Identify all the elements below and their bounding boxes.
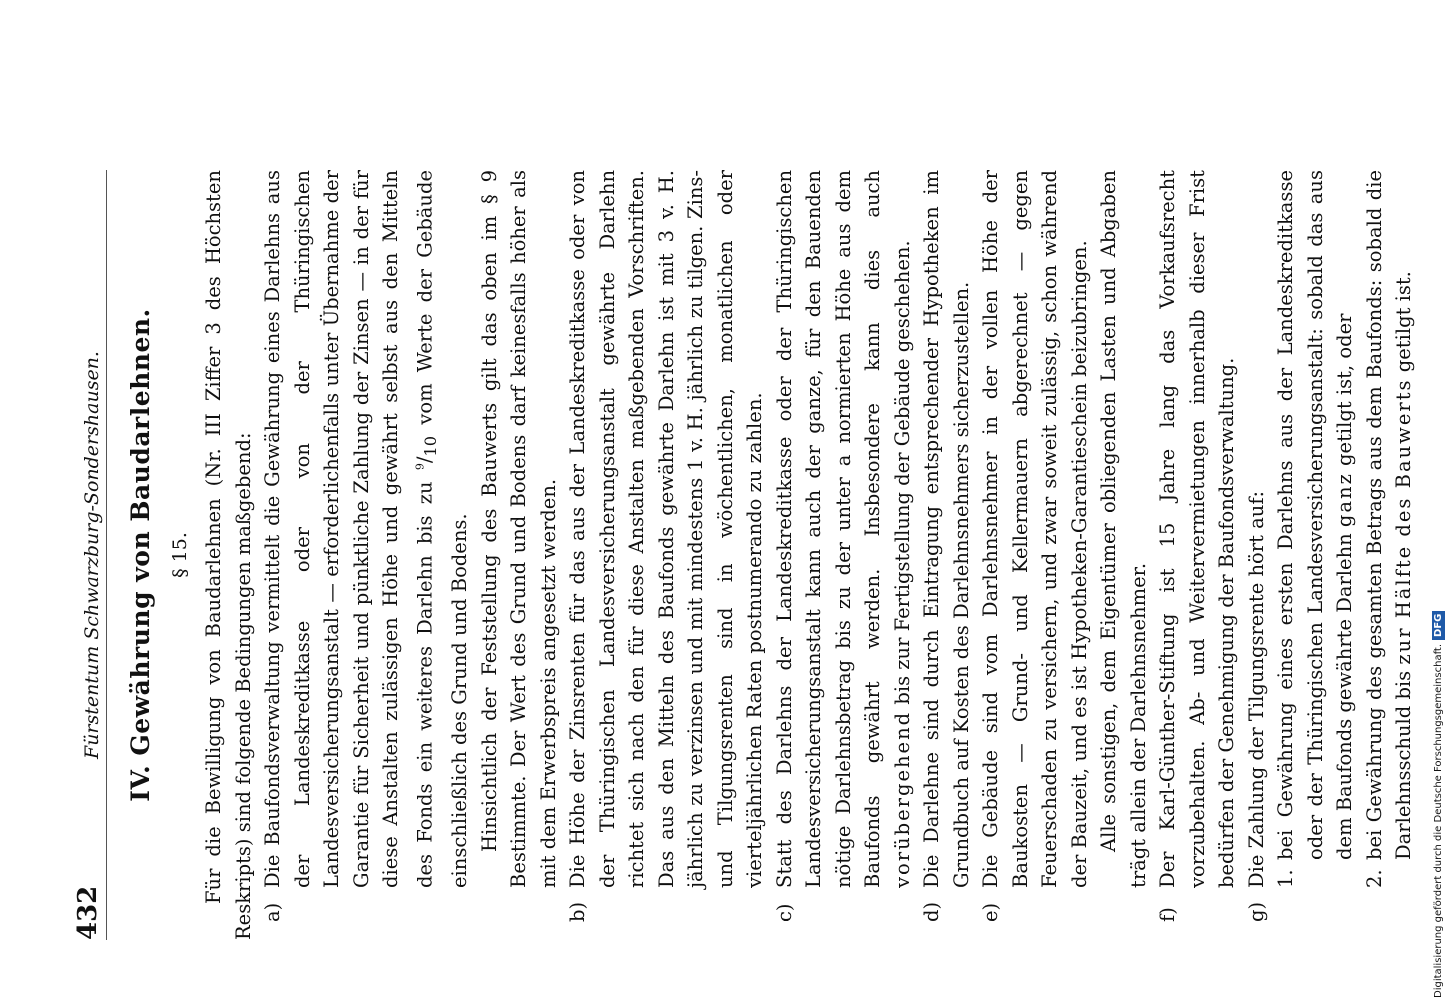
- sub-item-label: 2.: [1362, 869, 1386, 888]
- sub-item-1: [1271, 170, 1360, 940]
- dfg-logo: DFG: [1432, 611, 1445, 640]
- item-label: d): [920, 901, 944, 922]
- sub-item-label: 1.: [1274, 869, 1298, 888]
- item-label: a): [261, 902, 284, 922]
- list-item-g: [1242, 170, 1272, 940]
- digitization-credit: [1432, 611, 1445, 998]
- item-text: bis zur Fertigstellung der Gebäude geschehen.: [890, 240, 914, 705]
- emphasis-text: zur Hälfte des Bauwerts: [1392, 378, 1416, 665]
- document-body: [126, 170, 1419, 940]
- intro-paragraph: Für die Bewilligung von Baudarlehnen (Nr. III Ziffer 3 des Höchsten Reskripts) sind folgende Bedingungen maßgebend:: [202, 170, 255, 940]
- sub-item-text: bei Gewährung eines ersten Darlehns aus der Landeskreditkasse oder der Thüringischen Landesversicherungsanstalt: sobald das aus dem Baufonds gewährte Darlehn: [1274, 170, 1357, 860]
- running-header: [70, 170, 107, 940]
- item-label: f): [1156, 907, 1180, 922]
- emphasis-text: vorübergehend: [890, 710, 914, 888]
- list-item-b: [563, 170, 770, 940]
- fraction: $^9/_{10}$: [413, 435, 440, 471]
- item-label: e): [979, 902, 1003, 922]
- item-text: Die Gebäude sind vom Darlehnsnehmer in der vollen Höhe der Baukosten — Grund- und Kellermauern abgerechnet — gegen Feuerschaden zu versichern, und zwar soweit zulässig, schon während der Bauzeit, und es ist Hypotheken-Garantieschein beizubringen.: [979, 170, 1091, 888]
- sub-item-2: [1360, 170, 1419, 940]
- list-item-d: [917, 170, 976, 940]
- page-number: 432: [73, 885, 103, 940]
- sub-item-text: getilgt ist.: [1392, 271, 1416, 373]
- credit-text: Digitalisierung gefördert durch die Deutsche Forschungsgemeinschaft.: [1433, 643, 1444, 998]
- list-item-c: [770, 170, 918, 940]
- running-title: Fürstentum Schwarzburg-Sondershausen.: [81, 351, 103, 759]
- item-continuation: Hinsichtlich der Feststellung des Bauwerts gilt das oben im § 9 Bestimmte. Der Wert des Grund und Bodens darf keinesfalls höher als mit dem Erwerbspreis angesetzt werden.: [477, 170, 560, 888]
- list-item-e: [976, 170, 1094, 940]
- item-label: c): [772, 903, 796, 922]
- item-text: Die Zahlung der Tilgungsrente hört auf:: [1244, 490, 1268, 888]
- item-text: Statt des Darlehns der Landeskreditkasse oder der Thüringischen Landesversicherungsanstalt kann auch der ganze, für den Bauenden nötige Darlehnsbetrag bis zu der unter a normierten Höhe aus dem Baufonds gewährt werden. Insbesondere kann dies auch: [772, 170, 885, 888]
- emphasis-text: ganz: [1333, 472, 1357, 528]
- section-title: IV. Gewährung von Baudarlehnen.: [126, 308, 155, 802]
- item-label: g): [1244, 901, 1268, 922]
- item-text: Die Baufondsverwaltung vermittelt die Gewährung eines Darlehns aus der Landeskreditkasse oder von der Thüringischen Landesversicherungsanstalt — erforderlichenfalls unter Übernahme der Garantie für Sicherheit und pünktliche Zahlung der Zinsen — in der für diese Anstalten zulässigen Höhe und gewährt selbst aus den Mitteln des Fonds ein weiteres Darlehn bis zu: [261, 170, 436, 888]
- item-text: Die Höhe der Zinsrenten für das aus der Landeskreditkasse oder von der Thüringischen Landesversicherungsanstalt gewährte Darlehn richtet sich nach den für diese Anstalten maßgebenden Vorschriften. Das aus den Mitteln des Baufonds gewährte Darlehn ist mit 3 v. H. jährlich zu verzinsen und mit mindestens 1 v. H. jährlich zu tilgen. Zins- und Tilgungsrenten sind in wöchentlichen, monatlichen oder vierteljährlichen Raten postnumerando zu zahlen.: [566, 170, 767, 888]
- list-item-f: [1153, 170, 1242, 940]
- rotated-document-page: [70, 60, 1416, 940]
- item-text: Der Karl-Günther-Stiftung ist 15 Jahre lang das Vorkaufsrecht vorzubehalten. Ab- und Weitervermietungen innerhalb dieser Frist bedürfen der Genehmigung der Baufondsverwaltung.: [1156, 170, 1239, 888]
- item-label: b): [566, 901, 590, 922]
- item-continuation: Alle sonstigen, dem Eigentümer obliegenden Lasten und Abgaben trägt allein der Darlehnsnehmer.: [1097, 170, 1150, 888]
- paragraph-number: § 15.: [168, 532, 191, 578]
- item-text: vom Werte der Gebäude einschließlich des Grund und Bodens.: [413, 169, 472, 888]
- item-text: Die Darlehne sind durch Eintragung entsprechender Hypotheken im Grundbuch auf Kosten des Darlehnsnehmers sicherzustellen.: [920, 170, 973, 888]
- list-item-a: [258, 170, 475, 940]
- sub-item-text: getilgt ist, oder: [1333, 313, 1357, 466]
- sub-item-text: bei Gewährung des gesamten Betrags aus dem Baufonds: sobald die Darlehnsschuld bis: [1362, 170, 1416, 860]
